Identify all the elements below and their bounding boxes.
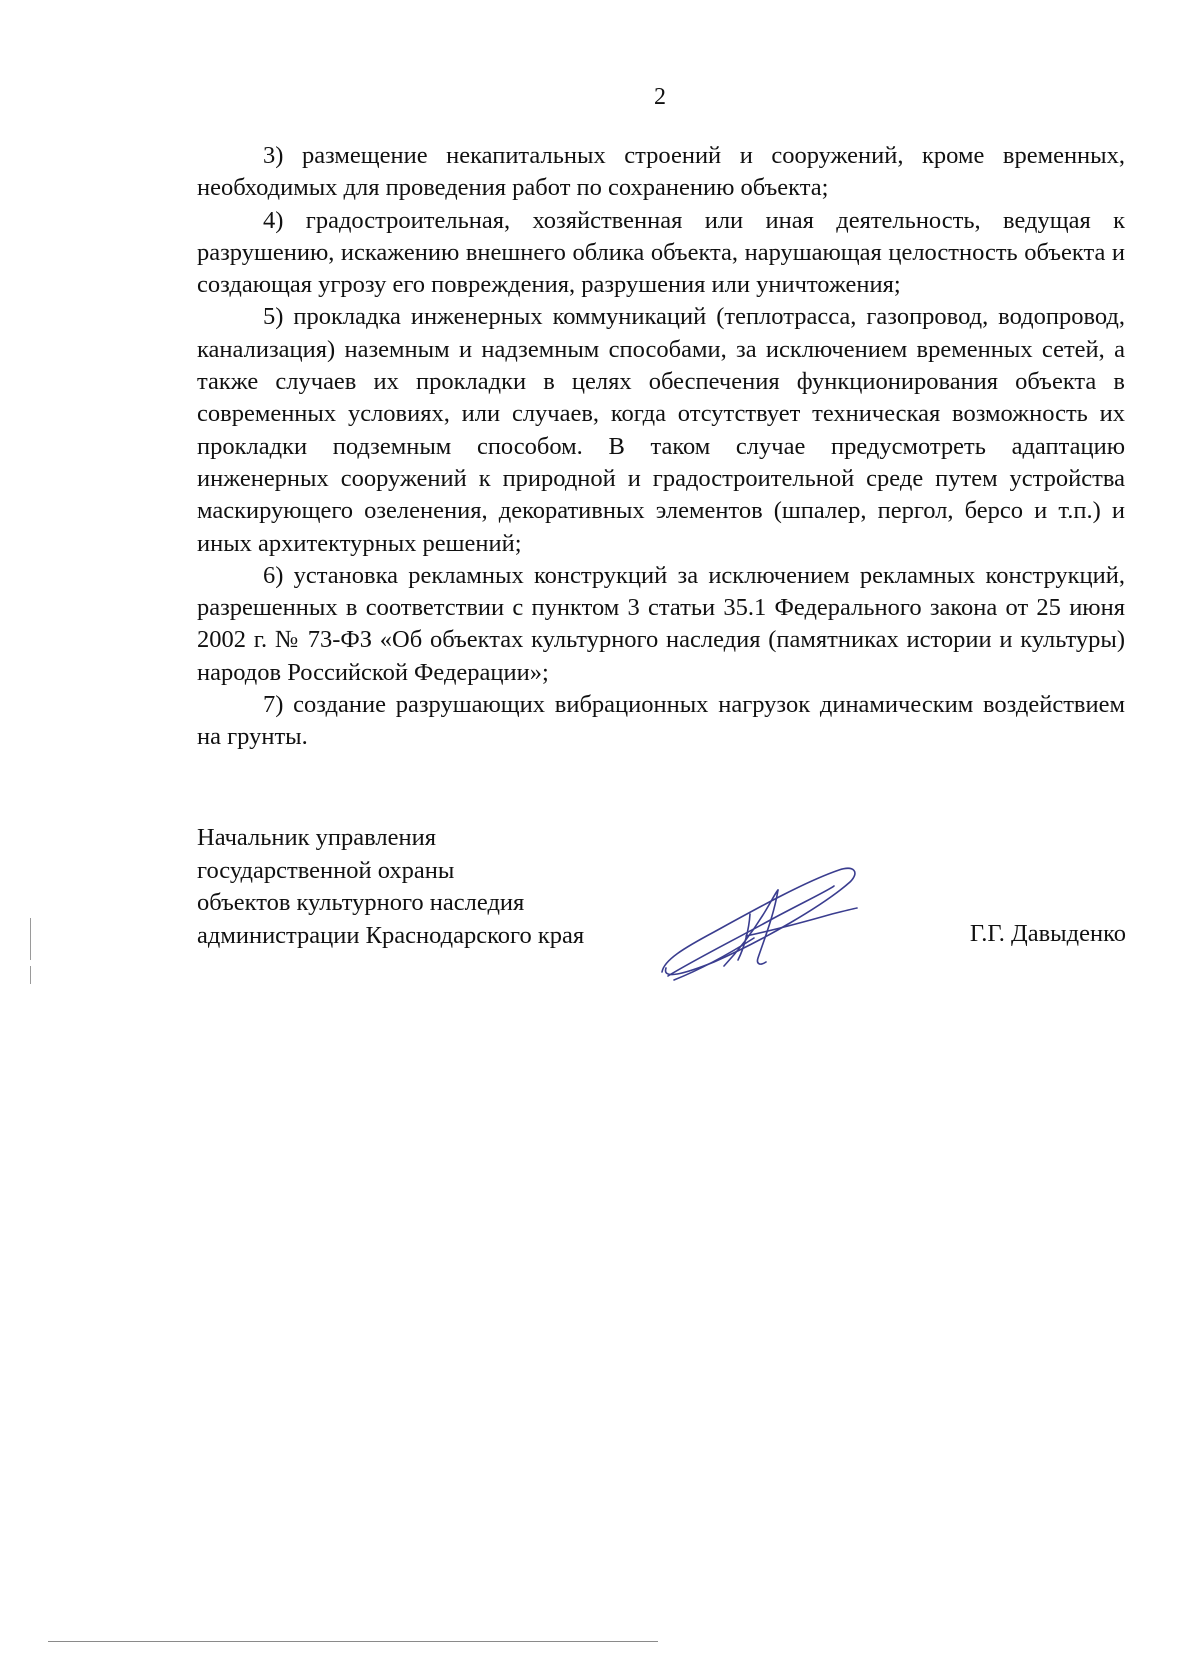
list-item-7: 7) создание разрушающих вибрационных нагрузок динамическим воздействием на грунты.: [197, 691, 1125, 751]
list-item-3: 3) размещение некапитальных строений и сооружений, кроме временных, необходимых для проведения работ по сохранению объекта;: [197, 142, 1125, 202]
position-line: государственной охраны: [197, 856, 455, 884]
handwritten-signature: [654, 860, 894, 990]
margin-mark: [30, 918, 31, 960]
list-item-6: 6) установка рекламных конструкций за исключением рекламных конструкций, разрешенных в соответствии с пунктом 3 статьи 35.1 Федерального закона от 25 июня 2002 г. № 73-ФЗ «Об объектах культурного наследия (памятниках истории и культуры) народов Российской Федерации»;: [197, 561, 1125, 686]
position-line: объектов культурного наследия: [197, 889, 525, 916]
list-item-5: 5) прокладка инженерных коммуникаций (теплотрасса, газопровод, водопровод, канализация) наземным и надземным способами, за исключением временных сетей, а также случаев их прокладки в целях обеспечения функционирования объекта в современных условиях, или случаев, когда отсутствует техническая возможность их прокладки подземным способом. В таком случае предусмотреть адаптацию инженерных сооружений к природной и градостроительной среде путем устройства маскирующего озеленения, декоративных элементов (шпалер, пергол, берсо и т.п.) и иных архитектурных решений;: [197, 303, 1125, 557]
margin-mark: [30, 966, 31, 984]
signer-name: Г.Г. Давыденко: [969, 920, 1126, 947]
signatory-position: [197, 822, 584, 952]
position-line: Начальник управления: [197, 824, 436, 851]
page-number: 2: [654, 84, 666, 110]
scan-edge-line: [48, 1641, 658, 1642]
list-item-4: 4) градостроительная, хозяйственная или иная деятельность, ведущая к разрушению, искажению внешнего облика объекта, нарушающая целостность объекта и создающая угрозу его повреждения, разрушения или уничтожения;: [197, 206, 1125, 299]
document-body: [197, 140, 1125, 754]
position-line: администрации Краснодарского края: [197, 921, 585, 949]
